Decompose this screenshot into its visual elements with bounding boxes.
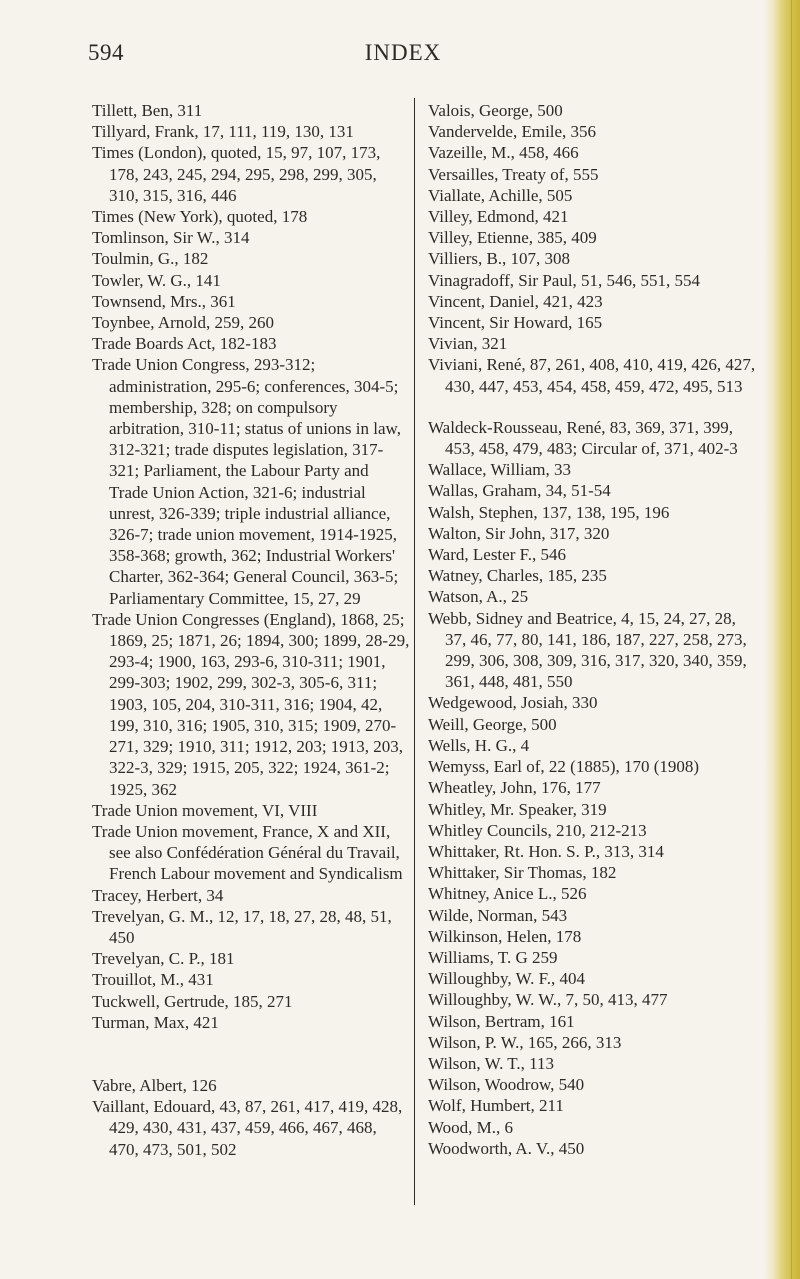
index-entry: Webb, Sidney and Beatrice, 4, 15, 24, 27, 28, 37, 46, 77, 80, 141, 186, 187, 227, 258, 273, 299, 306, 308, 309, 316, 317, 320, 340, 359, 361, 448, 481, 550 (428, 608, 747, 692)
index-entry: Tracey, Herbert, 34 (92, 885, 224, 905)
index-entry: Wemyss, Earl of, 22 (1885), 170 (1908) (428, 757, 700, 777)
section-gap (92, 1033, 410, 1075)
index-entry: Trade Boards Act, 182-183 (92, 334, 277, 354)
index-entry: Villiers, B., 107, 308 (428, 249, 571, 269)
index-entry: Walsh, Stephen, 137, 138, 195, 196 (428, 502, 670, 522)
index-entry: Times (London), quoted, 15, 97, 107, 173, 178, 243, 245, 294, 295, 298, 299, 305, 310, 315, 316, 446 (92, 143, 381, 205)
running-title: INDEX (364, 40, 442, 65)
index-entry: Vincent, Sir Howard, 165 (428, 313, 603, 333)
index-entry: Viallate, Achille, 505 (428, 185, 573, 205)
index-entry: Trade Union movement, VI, VIII (92, 800, 318, 820)
index-entry: Whitley Councils, 210, 212-213 (428, 820, 647, 840)
index-entry: Towler, W. G., 141 (92, 270, 221, 290)
index-column-left (92, 100, 410, 1160)
index-entry: Vabre, Albert, 126 (92, 1075, 217, 1095)
index-entry: Wilkinson, Helen, 178 (428, 926, 582, 946)
index-entry: Toulmin, G., 182 (92, 249, 209, 269)
index-entry: Trevelyan, C. P., 181 (92, 949, 235, 969)
index-entry: Wilson, P. W., 165, 266, 313 (428, 1032, 622, 1052)
index-entry: Wolf, Humbert, 211 (428, 1096, 564, 1116)
index-entry: Williams, T. G 259 (428, 947, 558, 967)
index-entry: Toynbee, Arnold, 259, 260 (92, 313, 275, 333)
index-entry: Whittaker, Sir Thomas, 182 (428, 863, 617, 883)
index-entry: Wilson, Woodrow, 540 (428, 1075, 585, 1095)
index-entry: Trade Union movement, France, X and XII, see also Confédération Général du Travail, French Labour movement and Syndicalism (92, 821, 403, 884)
page-edge-gilding (764, 0, 800, 1279)
index-entry: Whittaker, Rt. Hon. S. P., 313, 314 (428, 841, 664, 861)
index-entry: Turman, Max, 421 (92, 1012, 219, 1032)
index-entry: Viviani, René, 87, 261, 408, 410, 419, 426, 427, 430, 447, 453, 454, 458, 459, 472, 495, 513 (428, 355, 756, 396)
index-entry: Wood, M., 6 (428, 1117, 514, 1137)
index-entry: Villey, Edmond, 421 (428, 207, 569, 227)
index-entry: Watson, A., 25 (428, 587, 529, 607)
index-entry: Vivian, 321 (428, 334, 508, 354)
index-entry: Whitney, Anice L., 526 (428, 884, 587, 904)
index-entry: Tillett, Ben, 311 (92, 101, 203, 120)
index-entry: Whitley, Mr. Speaker, 319 (428, 799, 607, 819)
index-entry: Wallas, Graham, 34, 51-54 (428, 481, 611, 501)
index-entry: Tuckwell, Gertrude, 185, 271 (92, 991, 293, 1011)
index-entry: Wallace, William, 33 (428, 460, 572, 480)
index-entry: Ward, Lester F., 546 (428, 545, 566, 565)
index-entry: Weill, George, 500 (428, 714, 557, 734)
index-entry: Willoughby, W. F., 404 (428, 969, 585, 989)
index-entry: Vandervelde, Emile, 356 (428, 122, 597, 142)
index-entry: Villey, Etienne, 385, 409 (428, 228, 597, 248)
index-entry: Wilson, Bertram, 161 (428, 1011, 575, 1031)
index-entry: Wells, H. G., 4 (428, 735, 530, 755)
index-entry: Willoughby, W. W., 7, 50, 413, 477 (428, 990, 668, 1010)
index-entry: Watney, Charles, 185, 235 (428, 566, 607, 586)
index-entry: Trouillot, M., 431 (92, 970, 214, 990)
section-gap (428, 397, 756, 417)
index-entry: Times (New York), quoted, 178 (92, 207, 308, 227)
index-entry: Vaillant, Edouard, 43, 87, 261, 417, 419, 428, 429, 430, 431, 437, 459, 466, 467, 468, 470, 473, 501, 502 (92, 1097, 403, 1159)
index-entry: Wheatley, John, 176, 177 (428, 778, 601, 798)
index-entry: Wilde, Norman, 543 (428, 905, 568, 925)
index-entry: Trevelyan, G. M., 12, 17, 18, 27, 28, 48, 51, 450 (92, 906, 392, 947)
index-entry: Waldeck-Rousseau, René, 83, 369, 371, 399, 453, 458, 479, 483; Circular of, 371, 402-3 (428, 417, 738, 459)
index-entry: Vincent, Daniel, 421, 423 (428, 291, 603, 311)
index-entry: Wilson, W. T., 113 (428, 1053, 555, 1073)
page-number: 594 (88, 40, 124, 65)
index-entry: Valois, George, 500 (428, 101, 563, 120)
index-entry: Woodworth, A. V., 450 (428, 1138, 585, 1158)
index-entry: Tillyard, Frank, 17, 111, 119, 130, 131 (92, 122, 354, 142)
index-entry: Trade Union Congress, 293-312; administration, 295-6; conferences, 304-5; membership, 328; on compulsory arbitration, 310-11; status of unions in law, 312-321; trade disputes legislation, 317-321; Parliament, the Labour Party and Trade Union Action, 321-6; industrial unrest, 326-339; triple industrial alliance, 326-7; trade union movement, 1914-1925, 358-368; growth, 362; Industrial Workers' Charter, 362-364; General Council, 363-5; Parliamentary Committee, 15, 27, 29 (92, 355, 401, 608)
index-entry: Trade Union Congresses (England), 1868, 25; 1869, 25; 1871, 26; 1894, 300; 1899, 28-29, 293-4; 1900, 163, 293-6, 310-311; 1901, 299-303; 1902, 299, 302-3, 305-6, 311; 1903, 105, 204, 310-311, 316; 1904, 42, 199, 310, 316; 1905, 310, 315; 1909, 270-271, 329; 1910, 311; 1912, 203; 1913, 203, 322-3, 329; 1915, 205, 322; 1924, 361-2; 1925, 362 (92, 609, 410, 799)
page-header (88, 40, 718, 80)
index-entry: Vazeille, M., 458, 466 (428, 143, 579, 163)
column-divider (414, 98, 415, 1205)
index-entry: Tomlinson, Sir W., 314 (92, 228, 250, 248)
index-column-right (428, 100, 756, 1159)
page-edge-line (791, 0, 792, 1279)
index-entry: Walton, Sir John, 317, 320 (428, 523, 610, 543)
index-entry: Wedgewood, Josiah, 330 (428, 693, 598, 713)
index-entry: Vinagradoff, Sir Paul, 51, 546, 551, 554 (428, 270, 701, 290)
index-entry: Versailles, Treaty of, 555 (428, 164, 599, 184)
index-entry: Townsend, Mrs., 361 (92, 291, 236, 311)
